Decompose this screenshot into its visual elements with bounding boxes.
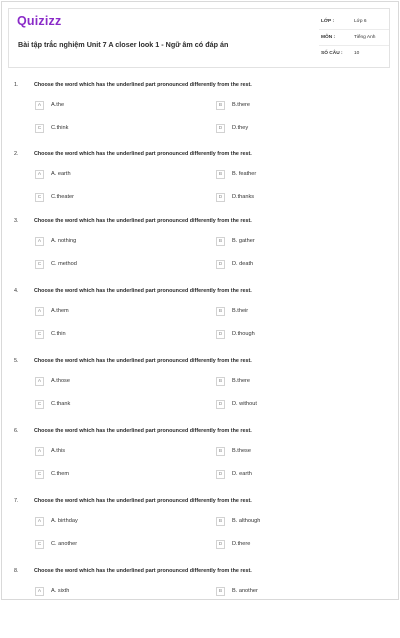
meta-key: SỐ CÂU : (321, 51, 343, 56)
option-label: B.these (232, 448, 251, 454)
option-letter-box[interactable]: D (216, 330, 225, 339)
question-item (0, 218, 400, 288)
meta-row-count (319, 47, 389, 61)
option-label: D. death (232, 261, 254, 267)
option-letter-box[interactable]: D (216, 124, 225, 133)
question-number: 4. (14, 288, 19, 294)
option-letter-box[interactable]: C (35, 124, 44, 133)
question-item (0, 82, 400, 152)
option-label: C.theater (51, 194, 75, 200)
question-number: 7. (14, 498, 19, 504)
option-letter-box[interactable]: A (35, 237, 44, 246)
option-label: A. earth (51, 171, 71, 177)
option-label: A.the (51, 102, 65, 108)
option-label: C.thank (51, 401, 71, 407)
option-label: C. method (51, 261, 77, 267)
option-label: D.though (232, 331, 255, 337)
option-letter-box[interactable]: C (35, 400, 44, 409)
option-label: A.those (51, 378, 70, 384)
question-item (0, 358, 400, 428)
option-label: B.there (232, 102, 251, 108)
meta-value: Lớp 6 (354, 19, 367, 24)
question-item (0, 428, 400, 498)
meta-value: Tiếng Anh (354, 35, 376, 40)
option-label: C.them (51, 471, 70, 477)
meta-key: MÔN : (321, 35, 336, 40)
option-label: A. birthday (51, 518, 78, 524)
meta-value: 10 (354, 51, 360, 56)
option-letter-box[interactable]: C (35, 330, 44, 339)
option-label: B. feather (232, 171, 257, 177)
question-item (0, 288, 400, 358)
option-label: B.their (232, 308, 249, 314)
question-text: Choose the word which has the underlined part pronounced differently from the rest. (34, 151, 252, 157)
option-label: D.thanks (232, 194, 255, 200)
option-letter-box[interactable]: A (35, 447, 44, 456)
option-label: B.there (232, 378, 251, 384)
option-letter-box[interactable]: D (216, 193, 225, 202)
option-label: A. sixth (51, 588, 70, 594)
question-text: Choose the word which has the underlined part pronounced differently from the rest. (34, 82, 252, 88)
option-letter-box[interactable]: B (216, 517, 225, 526)
question-number: 3. (14, 218, 19, 224)
option-letter-box[interactable]: A (35, 517, 44, 526)
question-text: Choose the word which has the underlined part pronounced differently from the rest. (34, 288, 252, 294)
option-label: A.this (51, 448, 65, 454)
option-letter-box[interactable]: D (216, 260, 225, 269)
option-label: B. gather (232, 238, 255, 244)
quiz-header (8, 8, 390, 68)
option-label: C. another (51, 541, 78, 547)
option-letter-box[interactable]: C (35, 540, 44, 549)
meta-row-class (319, 15, 389, 30)
question-number: 1. (14, 82, 19, 88)
question-number: 2. (14, 151, 19, 157)
question-number: 8. (14, 568, 19, 574)
option-letter-box[interactable]: A (35, 101, 44, 110)
option-letter-box[interactable]: D (216, 400, 225, 409)
option-label: D.they (232, 125, 249, 131)
option-letter-box[interactable]: C (35, 193, 44, 202)
question-text: Choose the word which has the underlined part pronounced differently from the rest. (34, 568, 252, 574)
option-label: D. without (232, 401, 257, 407)
option-letter-box[interactable]: B (216, 101, 225, 110)
option-label: D.there (232, 541, 251, 547)
question-text: Choose the word which has the underlined part pronounced differently from the rest. (34, 498, 252, 504)
question-item (0, 568, 400, 638)
option-label: D. earth (232, 471, 252, 477)
option-letter-box[interactable]: C (35, 470, 44, 479)
option-letter-box[interactable]: B (216, 307, 225, 316)
meta-key: LỚP : (321, 19, 335, 24)
option-letter-box[interactable]: D (216, 470, 225, 479)
question-number: 6. (14, 428, 19, 434)
option-letter-box[interactable]: D (216, 540, 225, 549)
option-letter-box[interactable]: B (216, 447, 225, 456)
option-letter-box[interactable]: B (216, 377, 225, 386)
question-text: Choose the word which has the underlined part pronounced differently from the rest. (34, 358, 252, 364)
option-label: C.think (51, 125, 69, 131)
option-letter-box[interactable]: B (216, 587, 225, 596)
option-label: B. another (232, 588, 258, 594)
option-letter-box[interactable]: A (35, 377, 44, 386)
option-letter-box[interactable]: C (35, 260, 44, 269)
question-number: 5. (14, 358, 19, 364)
option-letter-box[interactable]: A (35, 307, 44, 316)
option-letter-box[interactable]: A (35, 587, 44, 596)
question-item (0, 151, 400, 221)
page-title: Bài tập trắc nghiệm Unit 7 A closer look 1 - Ngữ âm có đáp án (18, 40, 229, 49)
option-letter-box[interactable]: A (35, 170, 44, 179)
option-label: C.thin (51, 331, 66, 337)
meta-row-subject (319, 31, 389, 46)
option-letter-box[interactable]: B (216, 237, 225, 246)
quizizz-logo[interactable]: Quizizz (17, 14, 62, 28)
option-label: B. although (232, 518, 261, 524)
option-label: A.them (51, 308, 69, 314)
question-text: Choose the word which has the underlined part pronounced differently from the rest. (34, 218, 252, 224)
question-item (0, 498, 400, 568)
option-label: A. nothing (51, 238, 77, 244)
question-text: Choose the word which has the underlined part pronounced differently from the rest. (34, 428, 252, 434)
option-letter-box[interactable]: B (216, 170, 225, 179)
